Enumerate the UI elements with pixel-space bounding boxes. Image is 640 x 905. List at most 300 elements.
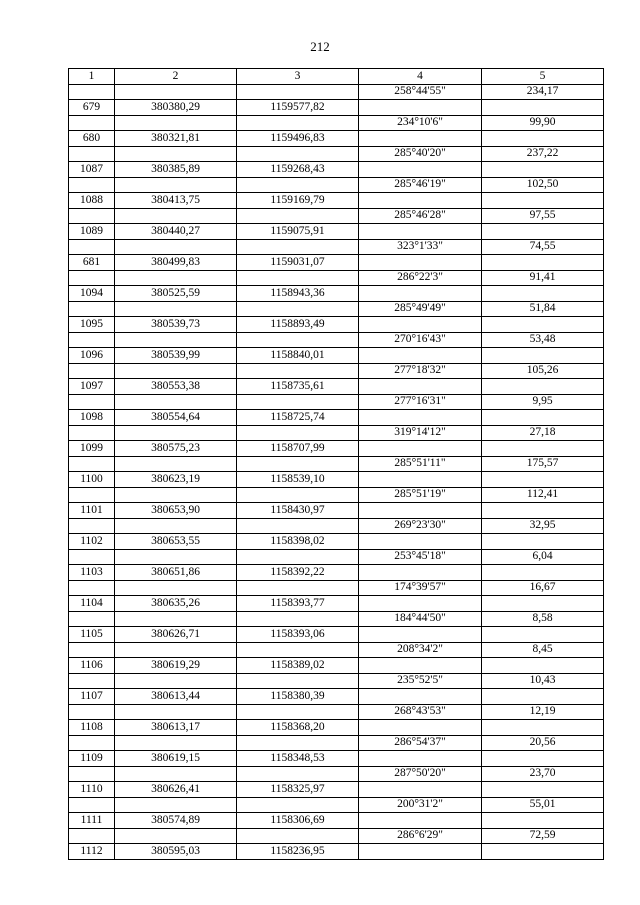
cell-distance xyxy=(482,782,604,798)
point-row xyxy=(69,689,604,705)
cell-y: 1158840,01 xyxy=(237,348,359,364)
cell-y xyxy=(237,115,359,131)
segment-row xyxy=(69,611,604,627)
cell-distance: 6,04 xyxy=(482,549,604,565)
cell-y: 1158392,22 xyxy=(237,565,359,581)
cell-angle: 285°46'19" xyxy=(359,177,482,193)
cell-distance xyxy=(482,224,604,240)
segment-row xyxy=(69,394,604,410)
cell-x xyxy=(115,84,237,100)
cell-distance xyxy=(482,503,604,519)
cell-y: 1158389,02 xyxy=(237,658,359,674)
cell-distance xyxy=(482,162,604,178)
cell-angle: 200°31'2" xyxy=(359,797,482,813)
cell-point-id: 1095 xyxy=(69,317,115,333)
column-header-4: 4 xyxy=(359,69,482,85)
column-header-1: 1 xyxy=(69,69,115,85)
cell-x xyxy=(115,797,237,813)
point-row xyxy=(69,410,604,426)
cell-y xyxy=(237,332,359,348)
cell-angle xyxy=(359,658,482,674)
cell-distance: 8,45 xyxy=(482,642,604,658)
cell-y: 1158735,61 xyxy=(237,379,359,395)
cell-x: 380499,83 xyxy=(115,255,237,271)
segment-row xyxy=(69,363,604,379)
cell-distance xyxy=(482,565,604,581)
segment-row xyxy=(69,797,604,813)
cell-point-id: 1106 xyxy=(69,658,115,674)
cell-x xyxy=(115,735,237,751)
cell-y: 1159577,82 xyxy=(237,100,359,116)
point-row xyxy=(69,751,604,767)
segment-row xyxy=(69,766,604,782)
cell-angle: 269°23'30" xyxy=(359,518,482,534)
cell-y xyxy=(237,828,359,844)
cell-y: 1158236,95 xyxy=(237,844,359,860)
cell-x: 380413,75 xyxy=(115,193,237,209)
cell-y xyxy=(237,487,359,503)
cell-angle xyxy=(359,627,482,643)
segment-row xyxy=(69,301,604,317)
point-row xyxy=(69,100,604,116)
cell-point-id xyxy=(69,208,115,224)
cell-x: 380380,29 xyxy=(115,100,237,116)
cell-point-id: 1101 xyxy=(69,503,115,519)
segment-row xyxy=(69,270,604,286)
cell-y: 1159496,83 xyxy=(237,131,359,147)
point-row xyxy=(69,441,604,457)
cell-distance xyxy=(482,255,604,271)
segment-row xyxy=(69,549,604,565)
cell-y: 1158725,74 xyxy=(237,410,359,426)
cell-angle xyxy=(359,379,482,395)
cell-y xyxy=(237,363,359,379)
cell-distance: 51,84 xyxy=(482,301,604,317)
cell-angle xyxy=(359,286,482,302)
segment-row xyxy=(69,115,604,131)
cell-distance: 16,67 xyxy=(482,580,604,596)
cell-angle xyxy=(359,472,482,488)
cell-distance: 102,50 xyxy=(482,177,604,193)
cell-angle: 285°51'19" xyxy=(359,487,482,503)
cell-point-id xyxy=(69,84,115,100)
cell-point-id xyxy=(69,115,115,131)
point-row xyxy=(69,131,604,147)
segment-row xyxy=(69,704,604,720)
cell-angle: 285°40'20" xyxy=(359,146,482,162)
cell-x: 380626,41 xyxy=(115,782,237,798)
cell-x xyxy=(115,425,237,441)
segment-row xyxy=(69,456,604,472)
cell-x xyxy=(115,456,237,472)
segment-row xyxy=(69,580,604,596)
point-row xyxy=(69,844,604,860)
cell-angle: 319°14'12" xyxy=(359,425,482,441)
cell-x: 380626,71 xyxy=(115,627,237,643)
cell-angle: 285°46'28" xyxy=(359,208,482,224)
cell-y xyxy=(237,518,359,534)
cell-y xyxy=(237,394,359,410)
cell-point-id xyxy=(69,487,115,503)
cell-y: 1158380,39 xyxy=(237,689,359,705)
cell-x: 380525,59 xyxy=(115,286,237,302)
cell-y xyxy=(237,704,359,720)
cell-point-id xyxy=(69,518,115,534)
cell-distance xyxy=(482,627,604,643)
cell-y: 1158707,99 xyxy=(237,441,359,457)
cell-point-id: 1099 xyxy=(69,441,115,457)
cell-distance xyxy=(482,441,604,457)
cell-x: 380619,15 xyxy=(115,751,237,767)
point-row xyxy=(69,782,604,798)
cell-distance: 20,56 xyxy=(482,735,604,751)
cell-distance: 32,95 xyxy=(482,518,604,534)
cell-distance: 175,57 xyxy=(482,456,604,472)
cell-point-id: 679 xyxy=(69,100,115,116)
cell-point-id: 1107 xyxy=(69,689,115,705)
cell-point-id: 1087 xyxy=(69,162,115,178)
cell-point-id xyxy=(69,735,115,751)
cell-angle: 234°10'6" xyxy=(359,115,482,131)
cell-y xyxy=(237,456,359,472)
point-row xyxy=(69,658,604,674)
cell-y xyxy=(237,549,359,565)
cell-x xyxy=(115,332,237,348)
cell-x xyxy=(115,177,237,193)
cell-point-id xyxy=(69,611,115,627)
cell-angle xyxy=(359,503,482,519)
cell-angle xyxy=(359,782,482,798)
cell-point-id: 681 xyxy=(69,255,115,271)
cell-x xyxy=(115,673,237,689)
cell-point-id xyxy=(69,425,115,441)
cell-point-id: 1100 xyxy=(69,472,115,488)
segment-row xyxy=(69,642,604,658)
cell-y xyxy=(237,673,359,689)
cell-angle xyxy=(359,131,482,147)
cell-y xyxy=(237,766,359,782)
segment-row xyxy=(69,673,604,689)
cell-x: 380575,23 xyxy=(115,441,237,457)
cell-distance xyxy=(482,348,604,364)
cell-point-id: 1096 xyxy=(69,348,115,364)
cell-x xyxy=(115,518,237,534)
cell-point-id xyxy=(69,332,115,348)
cell-x: 380385,89 xyxy=(115,162,237,178)
cell-distance: 105,26 xyxy=(482,363,604,379)
cell-angle: 253°45'18" xyxy=(359,549,482,565)
cell-x xyxy=(115,115,237,131)
point-row xyxy=(69,224,604,240)
cell-distance xyxy=(482,596,604,612)
cell-point-id: 1097 xyxy=(69,379,115,395)
point-row xyxy=(69,627,604,643)
point-row xyxy=(69,317,604,333)
segment-row xyxy=(69,332,604,348)
cell-x xyxy=(115,580,237,596)
cell-angle xyxy=(359,534,482,550)
point-row xyxy=(69,596,604,612)
cell-point-id: 1105 xyxy=(69,627,115,643)
cell-angle xyxy=(359,348,482,364)
cell-y: 1159268,43 xyxy=(237,162,359,178)
cell-y: 1158893,49 xyxy=(237,317,359,333)
cell-angle: 184°44'50" xyxy=(359,611,482,627)
cell-point-id: 1109 xyxy=(69,751,115,767)
segment-row xyxy=(69,487,604,503)
cell-x: 380651,86 xyxy=(115,565,237,581)
page-number: 212 xyxy=(310,39,330,54)
coordinates-table xyxy=(68,68,604,860)
cell-y: 1158539,10 xyxy=(237,472,359,488)
cell-distance xyxy=(482,286,604,302)
cell-distance xyxy=(482,379,604,395)
cell-x: 380619,29 xyxy=(115,658,237,674)
cell-angle: 287°50'20" xyxy=(359,766,482,782)
cell-distance xyxy=(482,813,604,829)
cell-y xyxy=(237,301,359,317)
cell-angle: 277°16'31" xyxy=(359,394,482,410)
segment-row xyxy=(69,239,604,255)
cell-y xyxy=(237,208,359,224)
cell-angle xyxy=(359,689,482,705)
cell-point-id: 1111 xyxy=(69,813,115,829)
cell-angle: 285°51'11" xyxy=(359,456,482,472)
cell-y xyxy=(237,611,359,627)
cell-distance xyxy=(482,131,604,147)
cell-x xyxy=(115,642,237,658)
cell-y xyxy=(237,84,359,100)
cell-angle xyxy=(359,255,482,271)
cell-y xyxy=(237,146,359,162)
cell-point-id: 1102 xyxy=(69,534,115,550)
cell-y: 1158368,20 xyxy=(237,720,359,736)
cell-angle xyxy=(359,317,482,333)
cell-x xyxy=(115,208,237,224)
cell-point-id xyxy=(69,704,115,720)
cell-point-id: 1094 xyxy=(69,286,115,302)
cell-point-id xyxy=(69,549,115,565)
segment-row xyxy=(69,146,604,162)
cell-angle: 268°43'53" xyxy=(359,704,482,720)
cell-angle xyxy=(359,162,482,178)
table-header-row xyxy=(69,69,604,85)
cell-y: 1158393,77 xyxy=(237,596,359,612)
cell-angle xyxy=(359,844,482,860)
cell-angle xyxy=(359,193,482,209)
point-row xyxy=(69,565,604,581)
point-row xyxy=(69,503,604,519)
cell-x xyxy=(115,146,237,162)
cell-angle xyxy=(359,410,482,426)
point-row xyxy=(69,813,604,829)
cell-x: 380440,27 xyxy=(115,224,237,240)
cell-point-id: 1108 xyxy=(69,720,115,736)
cell-angle: 258°44'55" xyxy=(359,84,482,100)
cell-distance: 23,70 xyxy=(482,766,604,782)
cell-x: 380321,81 xyxy=(115,131,237,147)
cell-distance: 9,95 xyxy=(482,394,604,410)
cell-angle xyxy=(359,100,482,116)
cell-point-id xyxy=(69,766,115,782)
cell-distance: 74,55 xyxy=(482,239,604,255)
cell-y: 1158943,36 xyxy=(237,286,359,302)
point-row xyxy=(69,379,604,395)
cell-angle xyxy=(359,565,482,581)
cell-y xyxy=(237,580,359,596)
cell-point-id: 1098 xyxy=(69,410,115,426)
cell-distance: 12,19 xyxy=(482,704,604,720)
cell-angle: 270°16'43" xyxy=(359,332,482,348)
cell-point-id: 1088 xyxy=(69,193,115,209)
cell-y xyxy=(237,270,359,286)
cell-point-id xyxy=(69,580,115,596)
cell-point-id xyxy=(69,828,115,844)
cell-point-id: 1112 xyxy=(69,844,115,860)
cell-y: 1159169,79 xyxy=(237,193,359,209)
cell-distance: 10,43 xyxy=(482,673,604,689)
cell-x: 380595,03 xyxy=(115,844,237,860)
cell-distance xyxy=(482,410,604,426)
cell-point-id: 1089 xyxy=(69,224,115,240)
cell-distance: 112,41 xyxy=(482,487,604,503)
cell-point-id: 1103 xyxy=(69,565,115,581)
cell-point-id xyxy=(69,673,115,689)
cell-x xyxy=(115,704,237,720)
table-body xyxy=(69,84,604,859)
cell-distance xyxy=(482,658,604,674)
cell-x: 380635,26 xyxy=(115,596,237,612)
cell-y xyxy=(237,239,359,255)
cell-distance: 53,48 xyxy=(482,332,604,348)
cell-x xyxy=(115,487,237,503)
cell-distance: 97,55 xyxy=(482,208,604,224)
cell-y xyxy=(237,425,359,441)
column-header-2: 2 xyxy=(115,69,237,85)
cell-point-id xyxy=(69,177,115,193)
cell-x: 380653,55 xyxy=(115,534,237,550)
cell-x xyxy=(115,394,237,410)
cell-x xyxy=(115,239,237,255)
cell-distance xyxy=(482,100,604,116)
cell-y xyxy=(237,735,359,751)
cell-distance: 55,01 xyxy=(482,797,604,813)
cell-y: 1158393,06 xyxy=(237,627,359,643)
cell-angle: 285°49'49" xyxy=(359,301,482,317)
cell-distance xyxy=(482,844,604,860)
cell-y: 1158325,97 xyxy=(237,782,359,798)
cell-x: 380623,19 xyxy=(115,472,237,488)
cell-point-id: 1110 xyxy=(69,782,115,798)
point-row xyxy=(69,348,604,364)
cell-angle: 277°18'32" xyxy=(359,363,482,379)
cell-x: 380613,17 xyxy=(115,720,237,736)
cell-x xyxy=(115,363,237,379)
cell-x xyxy=(115,549,237,565)
cell-distance: 237,22 xyxy=(482,146,604,162)
cell-distance xyxy=(482,720,604,736)
segment-row xyxy=(69,177,604,193)
cell-x: 380574,89 xyxy=(115,813,237,829)
cell-x: 380539,99 xyxy=(115,348,237,364)
cell-angle: 174°39'57" xyxy=(359,580,482,596)
cell-point-id xyxy=(69,146,115,162)
point-row xyxy=(69,255,604,271)
cell-angle xyxy=(359,751,482,767)
cell-y: 1158398,02 xyxy=(237,534,359,550)
segment-row xyxy=(69,425,604,441)
cell-x: 380554,64 xyxy=(115,410,237,426)
cell-y xyxy=(237,797,359,813)
cell-point-id xyxy=(69,270,115,286)
cell-x xyxy=(115,301,237,317)
cell-point-id xyxy=(69,456,115,472)
cell-angle xyxy=(359,720,482,736)
cell-angle xyxy=(359,441,482,457)
cell-y xyxy=(237,642,359,658)
cell-distance: 8,58 xyxy=(482,611,604,627)
cell-y: 1158306,69 xyxy=(237,813,359,829)
segment-row xyxy=(69,735,604,751)
cell-x xyxy=(115,270,237,286)
cell-distance: 72,59 xyxy=(482,828,604,844)
segment-row xyxy=(69,828,604,844)
point-row xyxy=(69,162,604,178)
cell-point-id xyxy=(69,363,115,379)
cell-distance: 91,41 xyxy=(482,270,604,286)
segment-row xyxy=(69,84,604,100)
cell-distance xyxy=(482,193,604,209)
cell-angle: 286°54'37" xyxy=(359,735,482,751)
point-row xyxy=(69,286,604,302)
cell-x xyxy=(115,828,237,844)
cell-y: 1159031,07 xyxy=(237,255,359,271)
column-header-5: 5 xyxy=(482,69,604,85)
cell-x: 380613,44 xyxy=(115,689,237,705)
cell-y: 1159075,91 xyxy=(237,224,359,240)
cell-distance: 99,90 xyxy=(482,115,604,131)
cell-y: 1158430,97 xyxy=(237,503,359,519)
point-row xyxy=(69,534,604,550)
cell-point-id xyxy=(69,394,115,410)
cell-point-id xyxy=(69,239,115,255)
cell-x: 380553,38 xyxy=(115,379,237,395)
segment-row xyxy=(69,208,604,224)
cell-angle: 208°34'2" xyxy=(359,642,482,658)
point-row xyxy=(69,720,604,736)
cell-point-id: 1104 xyxy=(69,596,115,612)
cell-distance xyxy=(482,751,604,767)
cell-distance xyxy=(482,689,604,705)
cell-x xyxy=(115,766,237,782)
cell-distance: 27,18 xyxy=(482,425,604,441)
cell-x xyxy=(115,611,237,627)
cell-angle: 235°52'5" xyxy=(359,673,482,689)
cell-point-id xyxy=(69,797,115,813)
cell-y: 1158348,53 xyxy=(237,751,359,767)
point-row xyxy=(69,472,604,488)
column-header-3: 3 xyxy=(237,69,359,85)
point-row xyxy=(69,193,604,209)
cell-distance xyxy=(482,317,604,333)
cell-y xyxy=(237,177,359,193)
cell-angle xyxy=(359,813,482,829)
cell-point-id: 680 xyxy=(69,131,115,147)
cell-x: 380653,90 xyxy=(115,503,237,519)
cell-distance xyxy=(482,472,604,488)
segment-row xyxy=(69,518,604,534)
cell-point-id xyxy=(69,301,115,317)
